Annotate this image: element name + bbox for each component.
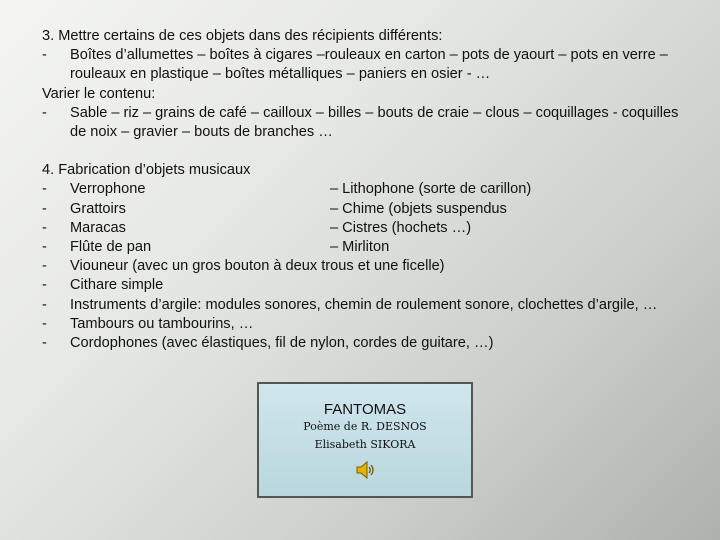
list-item — [42, 257, 692, 276]
audio-credit-box — [257, 382, 473, 498]
pair-left: Maracas — [70, 219, 126, 236]
slide-text — [42, 27, 692, 353]
section3-heading: 3. Mettre certains de ces objets dans des récipients différents: — [42, 28, 443, 44]
bullet-dash: - — [42, 315, 47, 332]
pair-right: – Mirliton — [330, 239, 390, 256]
bullet-dash: - — [42, 277, 47, 294]
bullet-dash: - — [42, 200, 47, 217]
bullet-dash: - — [42, 239, 47, 256]
pair-right: – Cistres (hochets …) — [330, 219, 472, 236]
list-item — [42, 276, 692, 295]
item-text: Viouneur (avec un gros bouton à deux trous et une ficelle) — [70, 258, 445, 275]
pair-left: Verrophone — [70, 181, 146, 198]
bullet-dash: - — [42, 296, 47, 313]
item-text: Tambours ou tambourins, … — [70, 315, 254, 332]
bullet-dash: - — [42, 258, 47, 275]
pair-item — [42, 200, 692, 219]
contents-text: Sable – riz – grains de café – cailloux – billes – bouts de craie – clous – coquillages - coquilles de noix – gravier – bouts de branches … — [70, 104, 679, 141]
bullet-dash: - — [42, 335, 47, 352]
pair-item — [42, 238, 692, 257]
pair-right: – Chime (objets suspendus — [330, 200, 507, 217]
containers-text: Boîtes d’allumettes – boîtes à cigares –rouleaux en carton – pots de yaourt – pots en verre – rouleaux en plastique – boîtes métalliques – paniers en osier - … — [70, 47, 668, 83]
pair-item — [42, 180, 692, 199]
vary-label: Varier le contenu: — [42, 85, 156, 102]
bullet-dash: - — [42, 181, 47, 198]
performer-name: Elisabeth SIKORA — [314, 438, 416, 451]
list-item — [42, 296, 692, 315]
containers-bullet — [42, 46, 692, 84]
bullet-dash: - — [42, 47, 47, 64]
contents-bullet — [42, 104, 692, 142]
item-text: Cordophones (avec élastiques, fil de nylon, cordes de guitare, …) — [70, 335, 494, 352]
pair-left: Flûte de pan — [70, 239, 152, 256]
pair-item — [42, 219, 692, 238]
list-item — [42, 315, 692, 334]
speaker-icon[interactable] — [355, 460, 375, 480]
pair-right: – Lithophone (sorte de carillon) — [330, 181, 532, 198]
item-text: Cithare simple — [70, 277, 164, 294]
poem-author: Poème de R. DESNOS — [303, 420, 427, 433]
poem-title: FANTOMAS — [323, 401, 407, 418]
bullet-dash: - — [42, 104, 47, 121]
bullet-dash: - — [42, 219, 47, 236]
section4-heading: 4. Fabrication d’objets musicaux — [42, 162, 251, 179]
list-item — [42, 334, 692, 353]
item-text: Instruments d’argile: modules sonores, chemin de roulement sonore, clochettes d’argile, … — [70, 296, 658, 313]
pair-left: Grattoirs — [70, 200, 126, 217]
